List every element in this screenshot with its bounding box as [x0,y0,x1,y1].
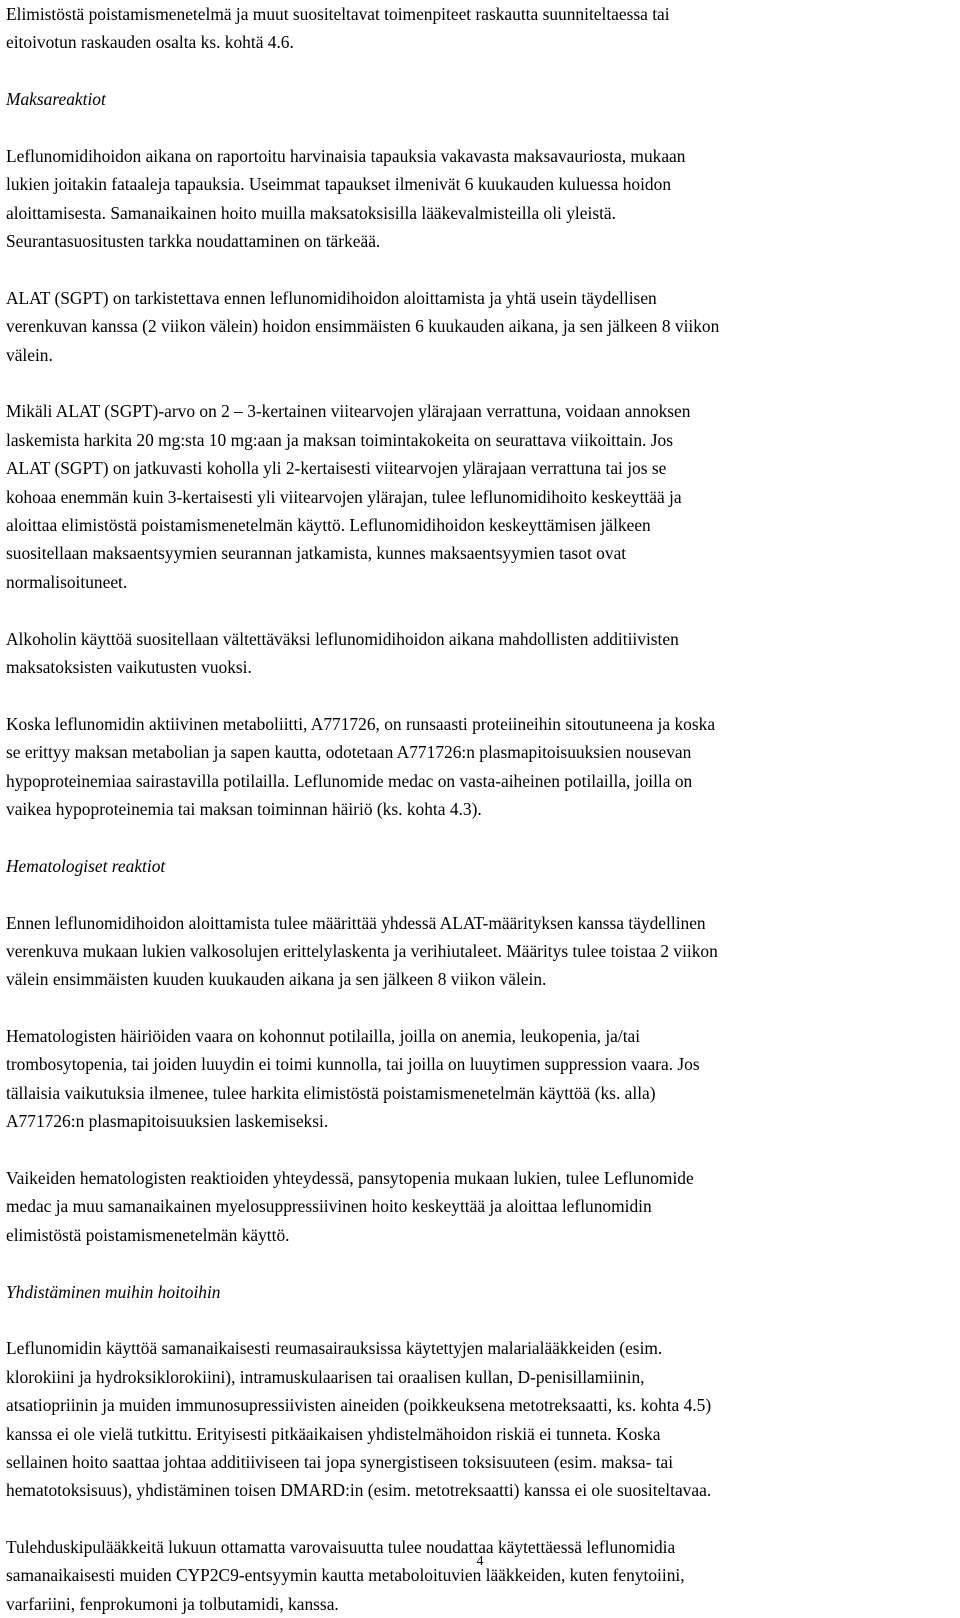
text-line: varfariini, fenprokumoni ja tolbutamidi, kanssa. [6,1593,339,1614]
text-line: suositellaan maksaentsyymien seurannan jatkamista, kunnes maksaentsyymien tasot ovat [6,543,627,564]
text-line: eitoivotun raskauden osalta ks. kohtä 4.6. [6,32,294,53]
text-line: välein. [6,344,53,365]
text-line: vaikea hypoproteinemia tai maksan toiminnan häiriö (ks. kohta 4.3). [6,798,482,819]
text-line: ALAT (SGPT) on tarkistettava ennen leflunomidihoidon aloittamista ja yhtä usein täydellisen [6,287,657,308]
text-line: Vaikeiden hematologisten reaktioiden yhteydessä, pansytopenia mukaan lukien, tulee Leflunomide [6,1168,694,1189]
text-line: Hematologisten häiriöiden vaara on kohonnut potilailla, joilla on anemia, leukopenia, ja/tai [6,1026,641,1047]
paragraph-hema-3 [6,1164,956,1249]
text-line: hypoproteinemiaa sairastavilla potilailla. Leflunomide medac on vasta-aiheinen potilailla, joilla on [6,770,693,791]
paragraph-yhd-2 [6,1533,956,1618]
text-line: Leflunomidihoidon aikana on raportoitu harvinaisia tapauksia vakavasta maksavauriosta, mukaan [6,145,686,166]
document-page [6,0,956,1618]
text-line: hematotoksisuus), yhdistäminen toisen DMARD:in (esim. metotreksaatti) kanssa ei ole suositeltavaa. [6,1480,712,1501]
text-line: Ennen leflunomidihoidon aloittamista tulee määrittää yhdessä ALAT-määrityksen kanssa täydellinen [6,912,706,933]
text-line: elimistöstä poistamismenetelmän käyttö. [6,1224,290,1245]
paragraph-hema-1 [6,909,956,994]
paragraph-maksa-1 [6,142,956,256]
text-line: aloittamisesta. Samanaikainen hoito muilla maksatoksisilla lääkevalmisteilla oli yleistä. [6,202,616,223]
text-line: sellainen hoito saattaa johtaa additiiviseen tai jopa synergistiseen toksisuuteen (esim. maksa- tai [6,1451,674,1472]
text-line: lukien joitakin fataaleja tapauksia. Useimmat tapaukset ilmenivät 6 kuukauden kuluessa hoidon [6,174,672,195]
text-line: klorokiini ja hydroksiklorokiini), intramuskulaarisen tai oraalisen kullan, D-penisillamiinin, [6,1366,645,1387]
text-line: ALAT (SGPT) on jatkuvasti koholla yli 2-kertaisesti viitearvojen ylärajaan verrattuna tai jos se [6,458,667,479]
intro-paragraph [6,0,956,57]
text-line: verenkuvan kanssa (2 viikon välein) hoidon ensimmäisten 6 kuukauden aikana, ja sen jälkeen 8 viikon [6,316,720,337]
text-line: aloittaa elimistöstä poistamismenetelmän käyttö. Leflunomidihoidon keskeyttämisen jälkeen [6,515,651,536]
paragraph-maksa-4 [6,625,956,682]
text-line: se erittyy maksan metabolian ja sapen kautta, odotetaan A771726:n plasmapitoisuuksien nousevan [6,742,692,763]
text-line: A771726:n plasmapitoisuuksien laskemiseksi. [6,1111,329,1132]
text-line: maksatoksisten vaikutusten vuoksi. [6,656,252,677]
section-heading-hematologiset: Hematologiset reaktiot [6,855,166,876]
page-number: 4 [476,1554,484,1569]
text-line: trombosytopenia, tai joiden luuydin ei toimi kunnolla, tai joilla on luuytimen suppression vaara. Jos [6,1054,700,1075]
text-line: Seurantasuositusten tarkka noudattaminen on tärkeää. [6,231,381,252]
text-line: Leflunomidin käyttöä samanaikaisesti reumasairauksissa käytettyjen malarialääkkeiden (esim. [6,1338,663,1359]
text-line: kanssa ei ole vielä tutkittu. Erityisesti pitkäaikaisen yhdistelmähoidon riskiä ei tunneta. Koska [6,1423,661,1444]
text-line: Tulehduskipulääkkeitä lukuun ottamatta varovaisuutta tulee noudattaa käytettäessä leflunomidia [6,1537,676,1558]
text-line: Elimistöstä poistamismenetelmä ja muut suositeltavat toimenpiteet raskautta suunniteltaessa tai [6,4,670,24]
paragraph-hema-2 [6,1022,956,1136]
text-line: normalisoituneet. [6,571,128,592]
text-line: Mikäli ALAT (SGPT)-arvo on 2 – 3-kertainen viitearvojen ylärajaan verrattuna, voidaan annoksen [6,401,691,422]
paragraph-maksa-3 [6,397,956,596]
text-line: Alkoholin käyttöä suositellaan vältettäväksi leflunomidihoidon aikana mahdollisten additiivisten [6,628,679,649]
text-line: verenkuva mukaan lukien valkosolujen erittelylaskenta ja verihiutaleet. Määritys tulee toistaa 2 viikon [6,940,718,961]
paragraph-maksa-2 [6,284,956,369]
text-line: medac ja muu samanaikainen myelosuppressiivinen hoito keskeyttää ja aloittaa leflunomidin [6,1196,652,1217]
paragraph-maksa-5 [6,710,956,824]
text-line: kohoaa enemmän kuin 3-kertaisesti yli viitearvojen ylärajan, tulee leflunomidihoito keskeyttää ja [6,486,682,507]
section-heading-yhdistaminen: Yhdistäminen muihin hoitoihin [6,1281,221,1302]
text-line: laskemista harkita 20 mg:sta 10 mg:aan ja maksan toimintakokeita on seurattava viikoittain. Jos [6,429,673,450]
text-line: tällaisia vaikutuksia ilmenee, tulee harkita elimistöstä poistamismenetelmän käyttöä (ks. alla) [6,1082,656,1103]
text-line: välein ensimmäisten kuuden kuukauden aikana ja sen jälkeen 8 viikon välein. [6,969,547,990]
text-line: Koska leflunomidin aktiivinen metaboliitti, A771726, on runsaasti proteiineihin sitoutuneena ja koska [6,713,716,734]
paragraph-yhd-1 [6,1334,956,1504]
text-line: samanaikaisesti muiden CYP2C9-entsyymin kautta metaboloituvien lääkkeiden, kuten fenytoiini, [6,1565,685,1586]
text-line: atsatiopriinin ja muiden immunosupressiivisten aineiden (poikkeuksena metotreksaatti, ks. kohta 4.5) [6,1395,712,1416]
section-heading-maksareaktiot: Maksareaktiot [6,89,106,110]
